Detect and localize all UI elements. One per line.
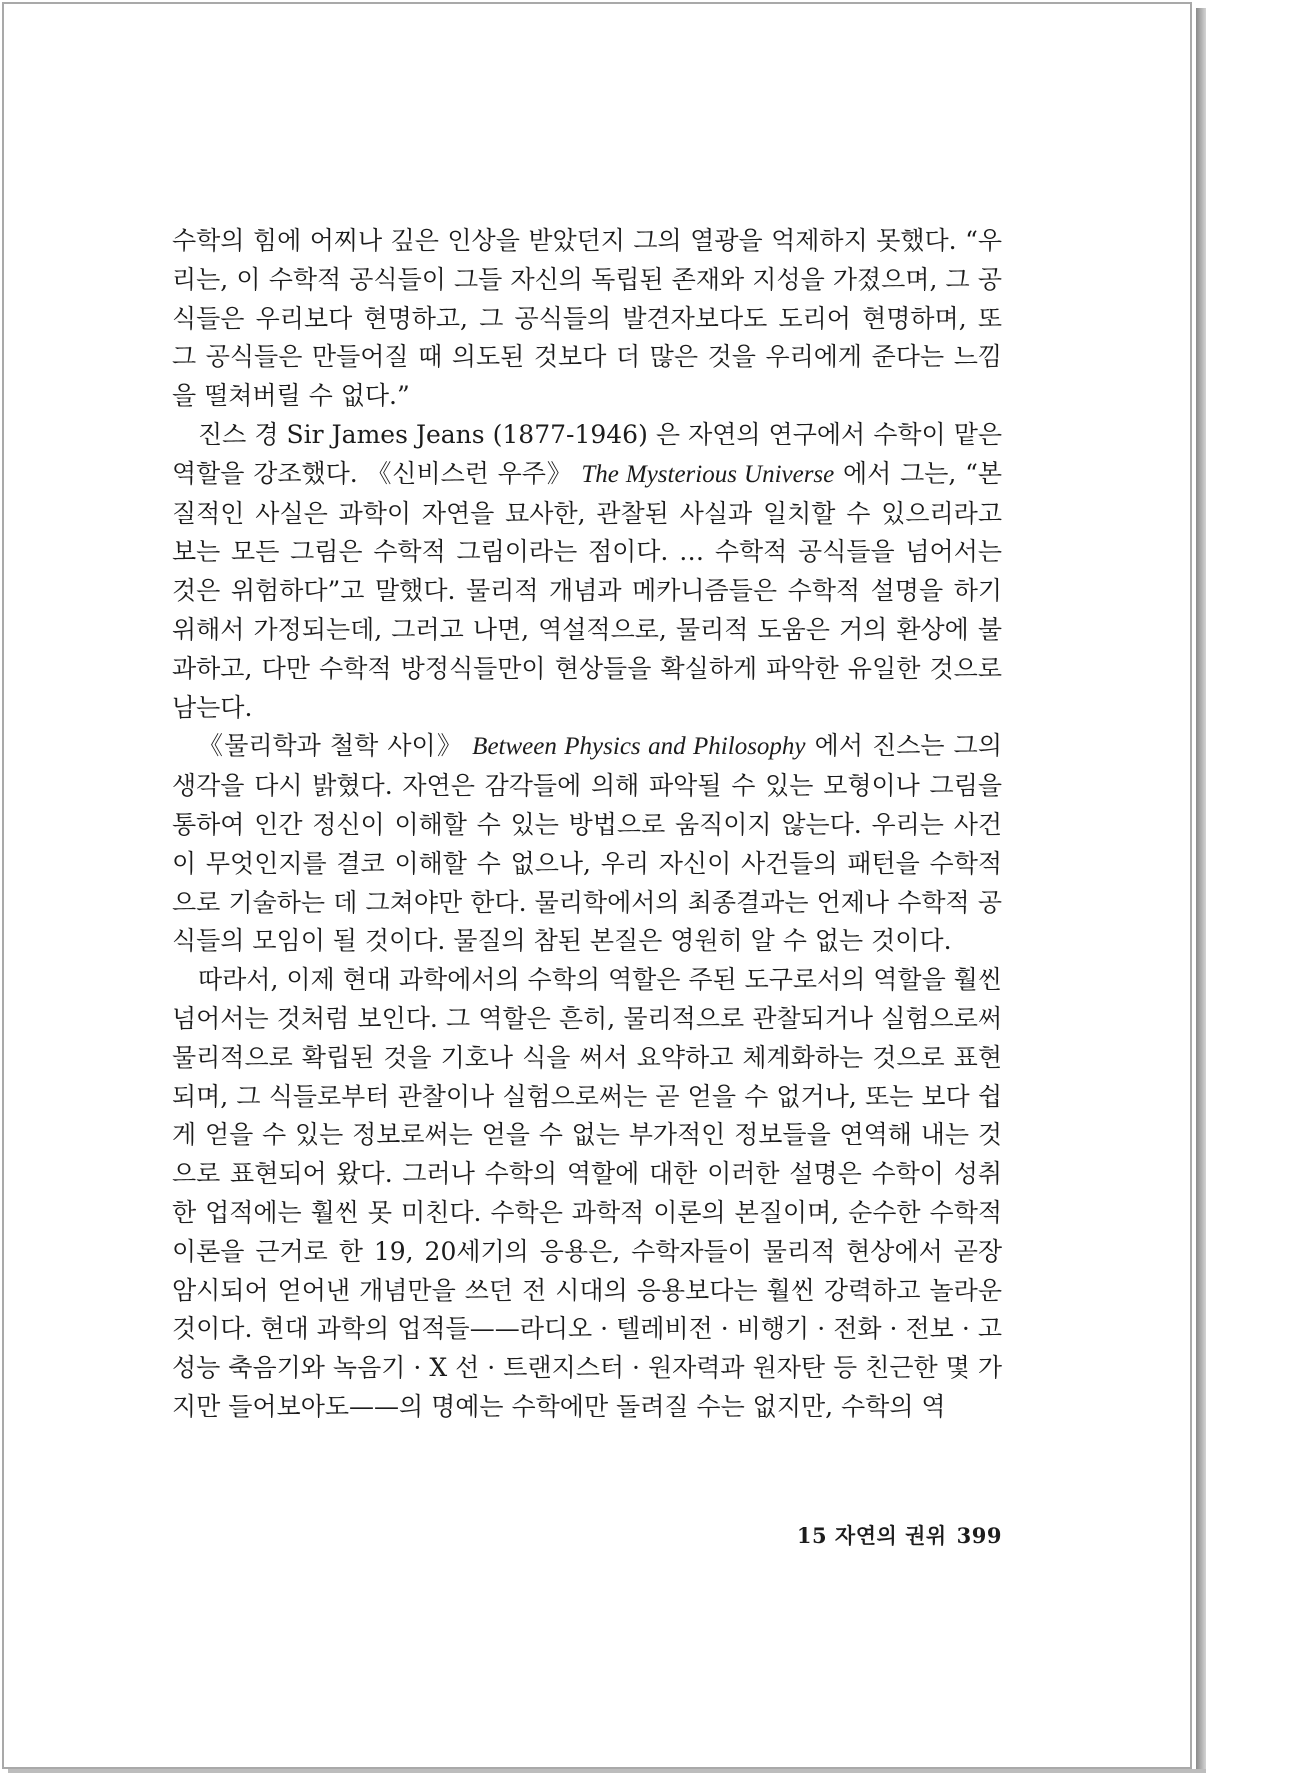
paragraph-4-text: 따라서, 이제 현대 과학에서의 수학의 역할은 주된 도구로서의 역할을 훨씬 넘어서는 것처럼 보인다. 그 역할은 흔히, 물리적으로 관찰되거나 실험으로써 물리적으로 확립된 것을 기호나 식을 써서 요약하고 체계화하는 것으로 표현되며, 그 식들로부터 관찰이나 실험으로써는 곧 얻을 수 없거나, 또는 보다 쉽게 얻을 수 있는 정보로써는 얻을 수 없는 부가적인 정보들을 연역해 내는 것으로 표현되어 왔다. 그러나 수학의 역할에 대한 이러한 설명은 수학이 성취한 업적에는 훨씬 못 미친다. 수학은 과학적 이론의 본질이며, 순수한 수학적 이론을 근거로 한 19, 20세기의 응용은, 수학자들이 물리적 현상에서 곧장 암시되어 얻어낸 개념만을 쓰던 전 시대의 응용보다는 훨씬 강력하고 놀라운 것이다. 현대 과학의 업적들——라디오 · 텔레비전 · 비행기 · 전화 · 전보 · 고성능 축음기와 녹음기 · X 선 · 트랜지스터 · 원자력과 원자탄 등 친근한 몇 가지만 들어보아도——의 명예는 수학에만 돌려질 수는 없지만, 수학의 역	[172, 965, 1002, 1421]
body-text	[172, 222, 1002, 1427]
book-title-between-physics-and-philosophy: Between Physics and Philosophy	[472, 733, 806, 761]
paragraph-3-text-a: 《물리학과 철학 사이》	[198, 731, 473, 761]
book-title-mysterious-universe: The Mysterious Universe	[581, 460, 835, 488]
running-footer	[742, 1520, 1002, 1550]
paragraph-3-text-b: 에서 진스는 그의 생각을 다시 밝혔다. 자연은 감각들에 의해 파악될 수 있는 모형이나 그림을 통하여 인간 정신이 이해할 수 있는 방법으로 움직이지 않는다. 우리는 사건이 무엇인지를 결코 이해할 수 없으나, 우리 자신이 사건들의 패턴을 수학적으로 기술하는 데 그쳐야만 한다. 물리학에서의 최종결과는 언제나 수학적 공식들의 모임이 될 것이다. 물질의 참된 본질은 영원히 알 수 없는 것이다.	[172, 731, 1002, 956]
page-shadow-bottom	[8, 1769, 1206, 1773]
paragraph-1-text: 수학의 힘에 어찌나 깊은 인상을 받았던지 그의 열광을 억제하지 못했다. “우리는, 이 수학적 공식들이 그들 자신의 독립된 존재와 지성을 가졌으며, 그 공식들은 우리보다 현명하고, 그 공식들의 발견자보다도 도리어 현명하며, 또 그 공식들은 만들어질 때 의도된 것보다 더 많은 것을 우리에게 준다는 느낌을 떨쳐버릴 수 없다.”	[172, 226, 1002, 411]
paragraph-2-text-a: 진스 경 Sir James Jeans (1877-1946) 은 자연의 연구에서 수학이 맡은 역할을 강조했다. 《신비스런 우주》	[172, 419, 1002, 488]
chapter-title: 15 자연의 권위	[796, 1523, 947, 1548]
paragraph-4	[172, 961, 1002, 1427]
paragraph-2-text-b: 에서 그는, “본질적인 사실은 과학이 자연을 묘사한, 관찰된 사실과 일치할 수 있으리라고 보는 모든 그림은 수학적 그림이라는 점이다. … 수학적 공식들을 넘어서는 것은 위험하다”고 말했다. 물리적 개념과 메카니즘들은 수학적 설명을 하기 위해서 가정되는데, 그러고 나면, 역설적으로, 물리적 도움은 거의 환상에 불과하고, 다만 수학적 방정식들만이 현상들을 확실하게 파악한 유일한 것으로 남는다.	[172, 458, 1002, 722]
paragraph-1	[172, 222, 1002, 416]
page-shadow-right	[1196, 8, 1206, 1773]
page-number: 399	[956, 1523, 1002, 1548]
paragraph-3	[172, 727, 1002, 961]
paragraph-2	[172, 416, 1002, 727]
